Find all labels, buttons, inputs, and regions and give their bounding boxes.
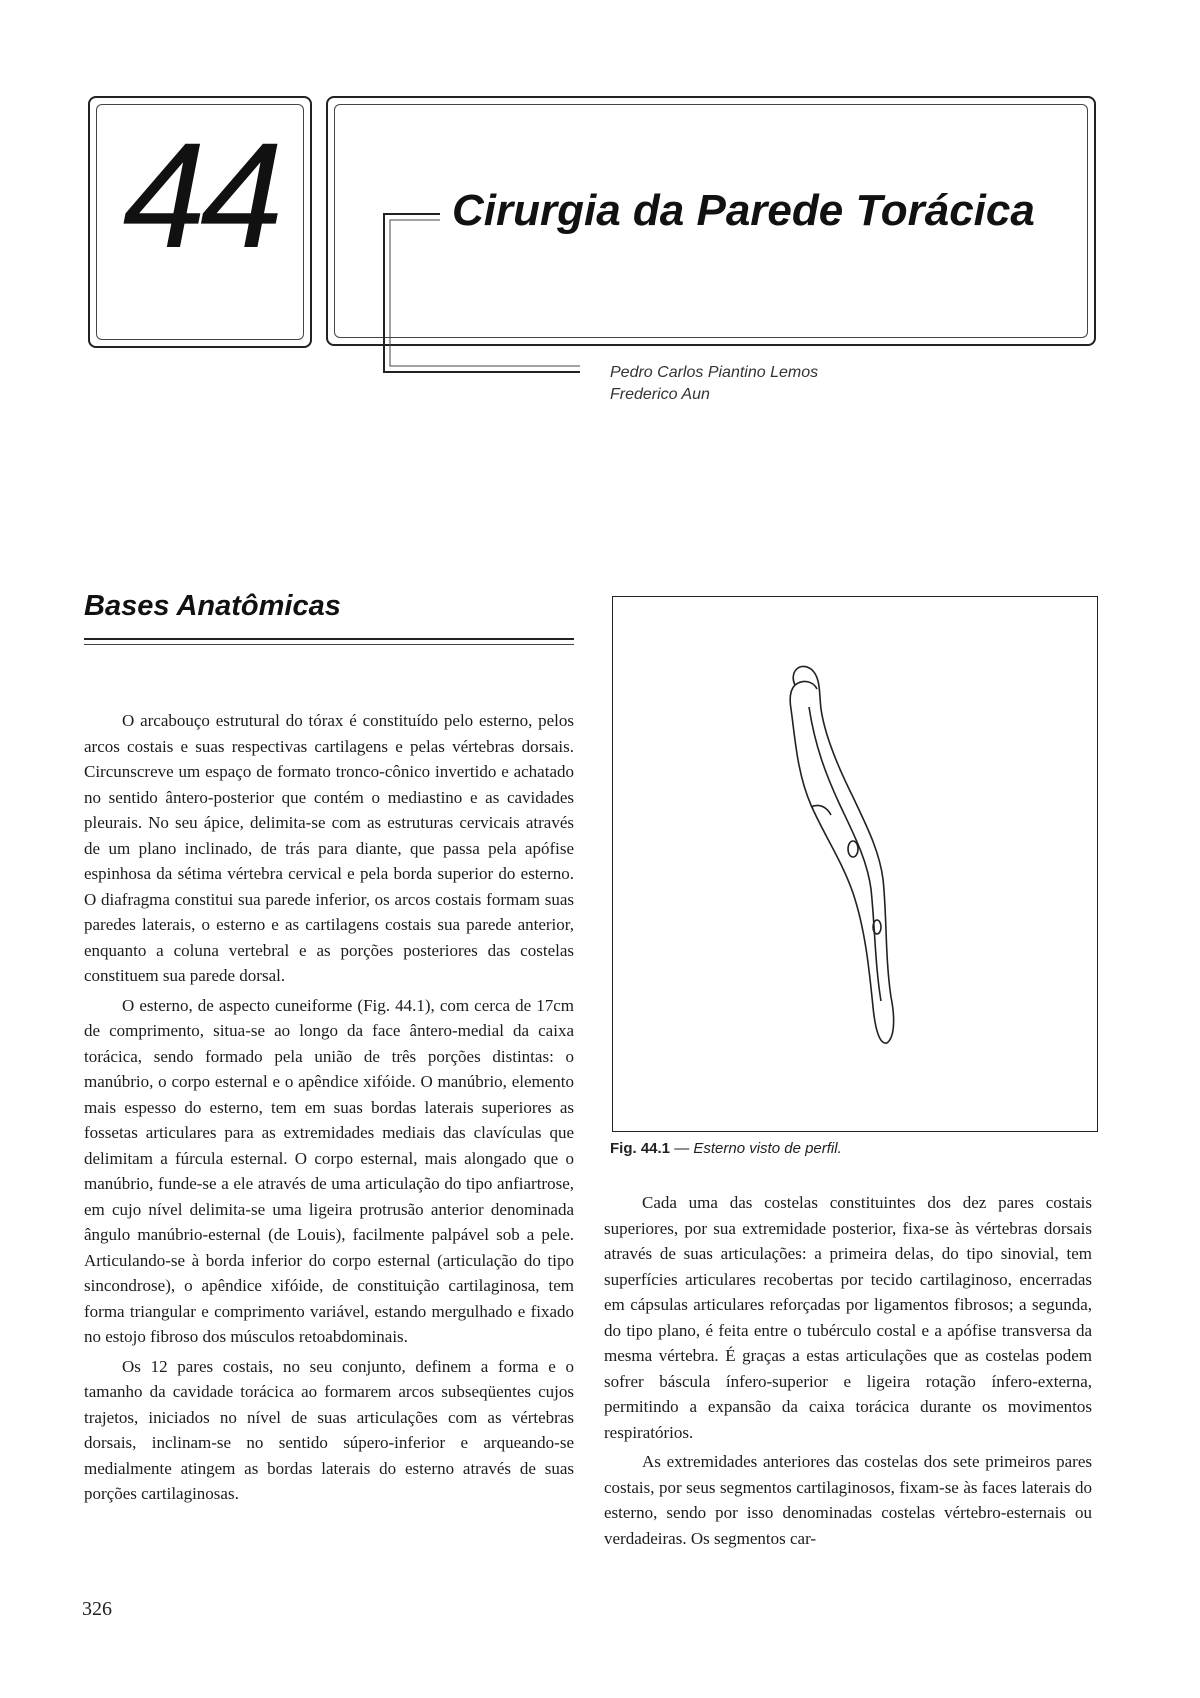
paragraph: As extremidades anteriores das costelas dos sete primeiros pares costais, por seus segmentos cartilaginosos, fixam-se às faces laterais do esterno, sendo por isso denominadas costelas vértebro-esternais ou verdadeiras. Os segmentos car- xyxy=(604,1452,1092,1548)
manubrium-top xyxy=(795,682,817,689)
paragraph: Os 12 pares costais, no seu conjunto, definem a forma e o tamanho da cavidade torácica ao formarem arcos subseqüentes cujos trajetos, iniciados no nível de suas articulações com as vértebras dorsais, inclinam-se no sentido súpero-inferior e arqueando-se medialmente atingem as bordas laterais do esterno através de suas porções cartilaginosas. xyxy=(84,1356,574,1503)
chapter-number: 44 xyxy=(122,111,278,279)
section-rule xyxy=(84,638,574,645)
section-heading: Bases Anatômicas xyxy=(84,590,341,622)
left-column xyxy=(84,708,574,1511)
author-name: Pedro Carlos Piantino Lemos xyxy=(610,364,819,381)
figure-frame xyxy=(612,596,1098,1132)
page-number: 326 xyxy=(82,1598,112,1620)
paragraph: Cada uma das costelas constituintes dos dez pares costais superiores, por sua extremidade posterior, fixa-se às vértebras dorsais através de suas articulações: a primeira delas, do tipo sinovial, tem superfícies articulares recobertas por tecido cartilaginoso, encerradas em cápsulas articulares reforçadas por ligamentos fibrosos; a segunda, do tipo plano, é feita entre o tubérculo costal e a apófise transversa da mesma vértebra. É graças a estas articulações que as costelas podem sofrer báscula ínfero-superior e ligeira rotação ínfero-externa, permitindo a expansão da caixa torácica durante os movimentos respiratórios. xyxy=(604,1193,1092,1442)
author-name: Frederico Aun xyxy=(610,386,710,403)
figure-caption-text: — Esterno visto de perfil. xyxy=(670,1140,842,1157)
right-column xyxy=(604,1190,1092,1555)
chapter-title: Cirurgia da Parede Torácica xyxy=(452,186,1035,235)
sternum-illustration xyxy=(613,597,1099,1133)
paragraph: O arcabouço estrutural do tórax é constituído pelo esterno, pelos arcos costais e suas respectivas cartilagens e pelas vértebras dorsais. Circunscreve um espaço de formato tronco-cônico invertido e achatado no sentido ântero-posterior que contém o mediastino e as cavidades pleurais. No seu ápice, delimita-se com as estruturas cervicais através de um plano inclinado, de trás para diante, que passa pela apófise espinhosa da sétima vértebra cervical e pela borda superior do esterno. O diafragma constitui sua parede inferior, os arcos costais formam suas paredes laterais, o esterno e as cartilagens costais sua parede anterior, enquanto a coluna vertebral e as porções posteriores das costelas constituem sua parede dorsal. xyxy=(84,711,574,985)
paragraph: O esterno, de aspecto cuneiforme (Fig. 44.1), com cerca de 17cm de comprimento, situa-se ao longo da face ântero-medial da caixa torácica, sendo formado pela união de três porções distintas: o manúbrio, o corpo esternal e o apêndice xifóide. O manúbrio, elemento mais espesso do esterno, tem em suas bordas laterais superiores as fossetas articulares para as extremidades mediais das clavículas que delimitam a fúrcula esternal. O corpo esternal, mais alongado que o manúbrio, funde-se a ele através de uma articulação do tipo anfiartrose, em cujo nível delimita-se uma ligeira protrusão anterior denominada ângulo manúbrio-esternal (de Louis), facilmente palpável sob a pele. Articulando-se à borda inferior do corpo esternal (articulação do tipo sincondrose), o apêndice xifóide, de constituição cartilaginosa, tem forma triangular e comprimento variável, estando mergulhado e fixado no estojo fibroso dos músculos retoabdominais. xyxy=(84,995,574,1346)
author-list xyxy=(610,362,818,406)
costal-notch xyxy=(848,841,858,857)
figure-caption xyxy=(610,1140,842,1157)
sternum-inner-line xyxy=(809,707,881,1001)
sternum-outline xyxy=(790,666,893,1043)
figure-label: Fig. 44.1 xyxy=(610,1140,671,1157)
